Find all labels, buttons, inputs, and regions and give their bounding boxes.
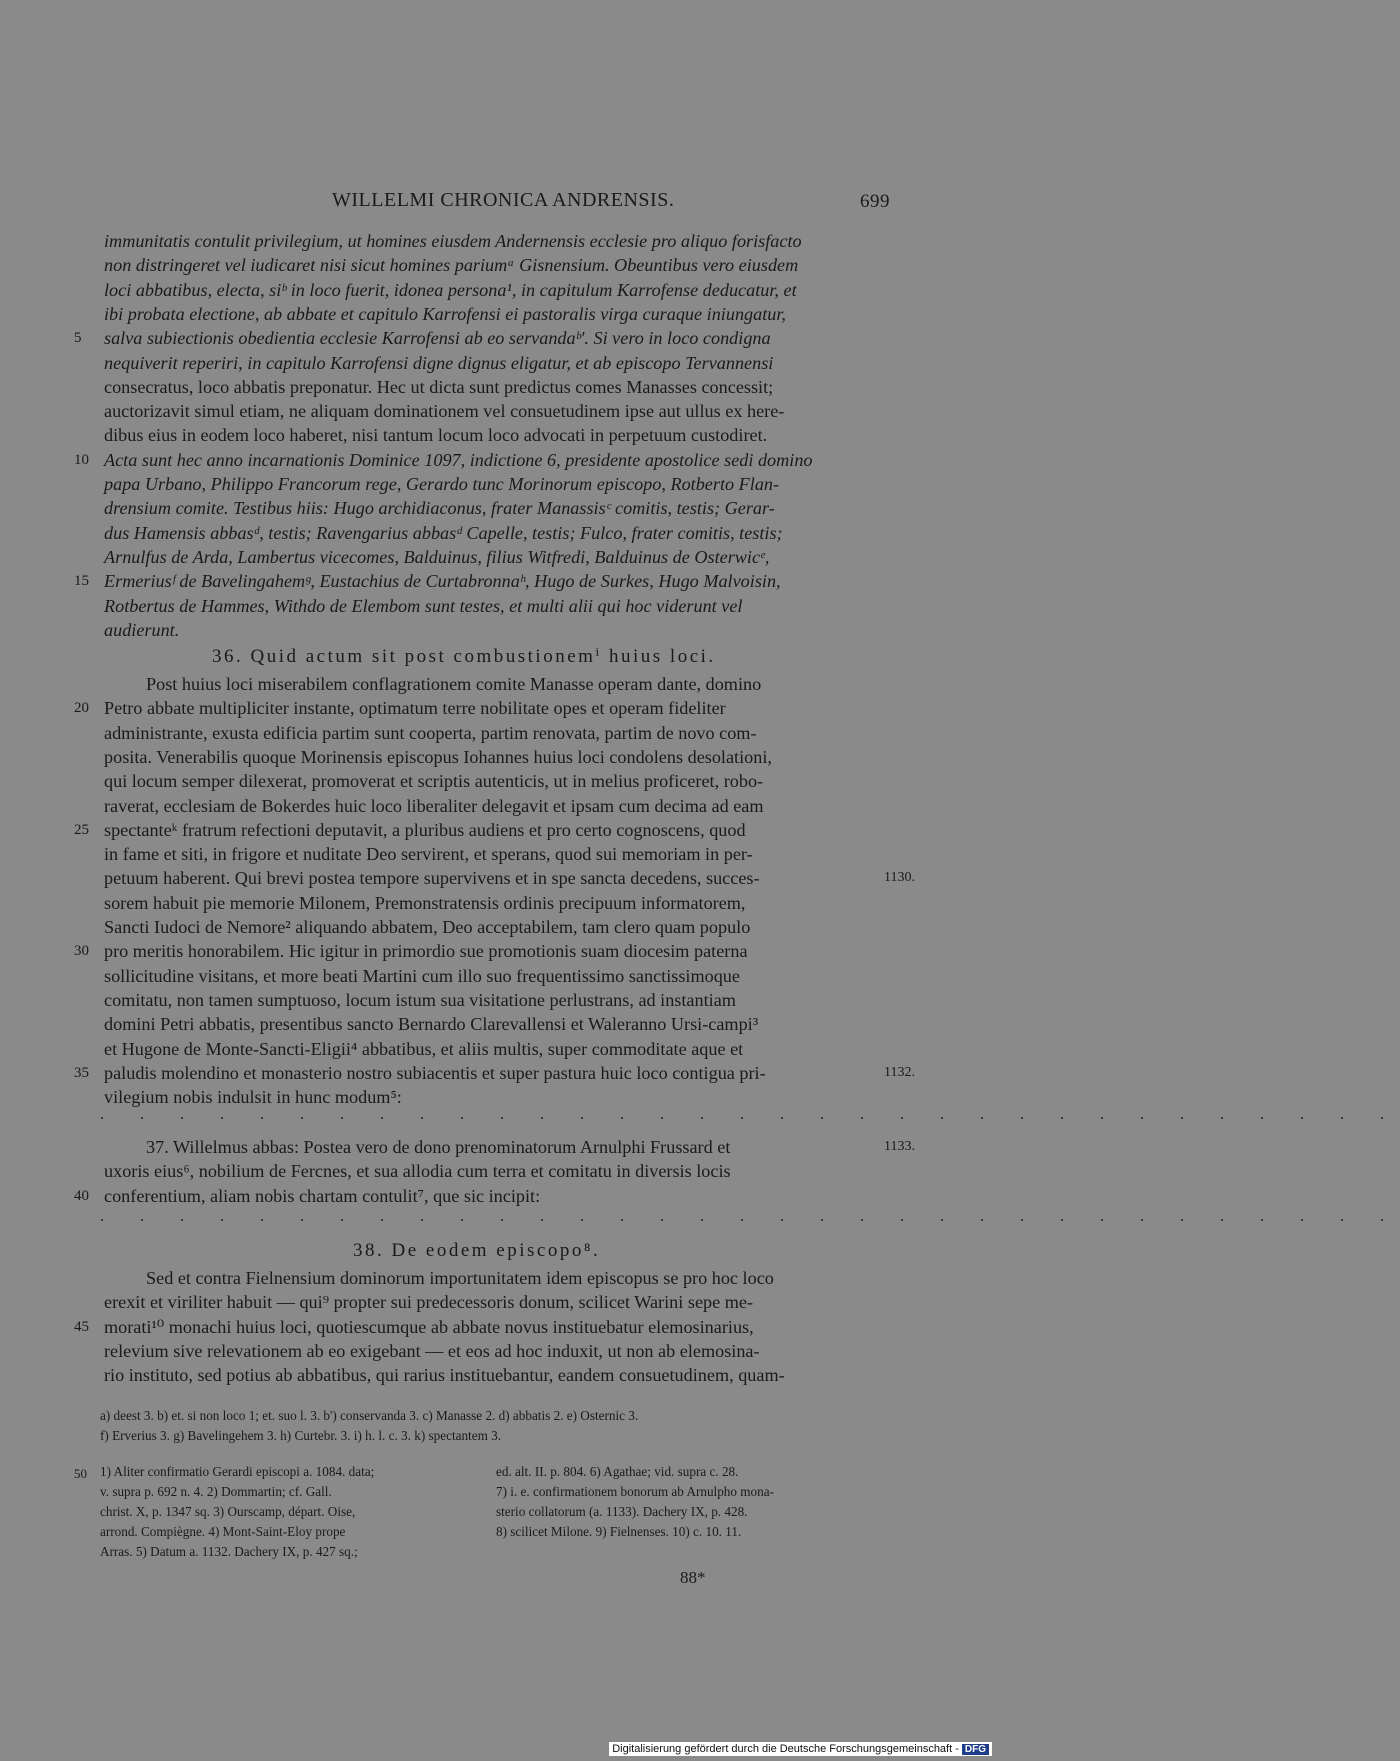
text-line: spectanteᵏ fratrum refectioni deputavit, a pluribus audiens et pro certo cognoscens, quod (104, 819, 746, 840)
text-line: Ermeriusᶠ de Bavelingahemᵍ, Eustachius de Curtabronnaʰ, Hugo de Surkes, Hugo Malvoisin, (104, 571, 781, 592)
text-line: salva subiectionis obedientia ecclesie Karrofensi ab eo servandaᵇ'. Si vero in loco condigna (104, 328, 771, 349)
text-line: ibi probata electione, ab abbate et capitulo Karrofensi ei pastoralis virga curaque iniungatur, (104, 303, 786, 324)
line-number: 35 (74, 1064, 89, 1081)
margin-year: 1132. (884, 1064, 915, 1080)
section-number: 38. (353, 1240, 385, 1261)
text-line: posita. Venerabilis quoque Morinensis episcopus Iohannes huius loci condolens desolationi, (104, 746, 772, 767)
footnote-left: 1) Aliter confirmatio Gerardi episcopi a. 1084. data; (100, 1464, 375, 1479)
text-line: et Hugone de Monte-Sancti-Eligii⁴ abbatibus, et aliis multis, super commoditate aque et (104, 1038, 744, 1059)
footnote-right: 7) i. e. confirmationem bonorum ab Arnulpho mona- (496, 1484, 774, 1499)
text-line: raverat, ecclesiam de Bokerdes huic loco liberaliter delegavit et ipsam cum decima ad eam (104, 795, 764, 816)
text-line: morati¹⁰ monachi huius loci, quotiescumque ab abbate novus instituebatur elemosinarius, (104, 1316, 754, 1337)
text-line: papa Urbano, Philippo Francorum rege, Gerardo tunc Morinorum episcopo, Rotberto Flan- (104, 474, 780, 494)
text-line: nequiverit reperiri, in capitulo Karrofensi digne dignus eligatur, et ab episcopo Tervannensi (104, 352, 774, 373)
footnote-left: arrond. Compiègne. 4) Mont-Saint-Eloy prope (100, 1524, 346, 1539)
text-line: petuum haberent. Qui brevi postea tempore supervivens et in spe sancta decedens, succes- (104, 868, 760, 889)
digitization-credit (609, 1742, 992, 1756)
line-number: 5 (74, 330, 82, 347)
margin-year: 1133. (884, 1139, 915, 1154)
text-line: uxoris eius⁶, nobilium de Fercnes, et sua allodia cum terra et comitatu in diversis locis (104, 1161, 731, 1182)
line-number: 40 (74, 1187, 89, 1204)
text-line: Petro abbate multipliciter instante, optimatum terre nobilitate opes et operam fideliter (104, 698, 726, 719)
line-number: 20 (74, 700, 89, 717)
text-line: erexit et viriliter habuit — qui⁹ propter sui predecessoris donum, scilicet Warini sepe me- (104, 1292, 754, 1313)
margin-year: 1130. (884, 870, 915, 886)
text-line: paludis molendino et monasterio nostro subiacentis et super pastura huic loco contigua pri- (104, 1062, 766, 1083)
text-line: sollicitudine visitans, et more beati Martini cum illo suo frequentissimo sanctissimoque (104, 965, 740, 986)
text-line: Rotbertus de Hammes, Withdo de Elembom sunt testes, et multi alii qui hoc viderunt vel (104, 595, 743, 616)
text-line: dibus eius in eodem loco haberet, nisi tantum locum loco advocati in perpetuum custodiret. (104, 425, 768, 446)
text-line: comitatu, non tamen sumptuoso, locum istum sua visitatione perlustrans, ad instantiam (104, 989, 736, 1010)
omission-dots: . . . . . . . . . . . . . . . . . . . . . . . . . . . . . . . . . (100, 1208, 1400, 1225)
text-line: loci abbatibus, electa, siᵇ in loco fuerit, idonea persona¹, in capitulum Karrofense deducatur, et (104, 279, 797, 300)
text-line: consecratus, loco abbatis preponatur. Hec ut dicta sunt predictus comes Manasses concessit; (104, 376, 774, 397)
section-number: 36. (212, 646, 244, 667)
running-header (100, 189, 890, 215)
text-line: Acta sunt hec anno incarnationis Dominice 1097, indictione 6, presidente apostolice sedi domino (104, 449, 813, 470)
footnote-left: v. supra p. 692 n. 4. 2) Dommartin; cf. Gall. (100, 1484, 332, 1499)
variant-note: a) deest 3. b) et. si non loco 1; et. suo l. 3. b') conservanda 3. c) Manasse 2. d) abbatis 2. e) Osternic 3. (100, 1408, 639, 1423)
text-line: in fame et siti, in frigore et nuditate Deo servirent, et sperans, quod sui memoriam in per- (104, 844, 753, 865)
footnote-right: sterio collatorum (a. 1133). Dachery IX, p. 428. (496, 1504, 748, 1519)
text-line: 37. Willelmus abbas: Postea vero de dono prenominatorum Arnulphi Frussard et (146, 1137, 731, 1157)
line-number: 10 (74, 451, 89, 468)
variant-note: f) Erverius 3. g) Bavelingehem 3. h) Curtebr. 3. i) h. l. c. 3. k) spectantem 3. (100, 1428, 502, 1443)
text-line: non distringeret vel iudicaret nisi sicut homines pariumᵃ Gisnensium. Obeuntibus vero eiusdem (104, 255, 799, 276)
text-line: auctorizavit simul etiam, ne aliquam dominationem vel consuetudinem ipse aut ullus ex here- (104, 401, 785, 422)
text-line: dus Hamensis abbasᵈ, testis; Ravengarius abbasᵈ Capelle, testis; Fulco, frater comitis, testis; (104, 522, 783, 543)
text-line: vilegium nobis indulsit in hunc modum⁵: (104, 1087, 402, 1108)
section-title: Quid actum sit post combustionemⁱ huius loci. (250, 646, 716, 667)
omission-dots: . . . . . . . . . . . . . . . . . . . . . . . . . . . . . . . . . (100, 1106, 1400, 1123)
text-line: relevium sive relevationem ab eo exigebant — et eos ad hoc induxit, ut non ab elemosina- (104, 1340, 760, 1361)
text-line: rio instituto, sed potius ab abbatibus, qui rarius instituebantur, eandem consuetudinem, quam- (104, 1365, 785, 1386)
dfg-logo: DFG (962, 1744, 989, 1755)
text-line: pro meritis honorabilem. Hic igitur in primordio sue promotionis suam diocesim paterna (104, 941, 748, 962)
text-line: domini Petri abbatis, presentibus sancto Bernardo Clarevallensi et Waleranno Ursi-campi³ (104, 1014, 759, 1035)
header-title: WILLELMI CHRONICA ANDRENSIS. (332, 189, 675, 211)
line-number: 30 (74, 943, 89, 960)
section-title: De eodem episcopo⁸. (391, 1240, 601, 1261)
text-line: drensium comite. Testibus hiis: Hugo archidiaconus, frater Manassisᶜ comitis, testis; Gerar- (104, 498, 775, 519)
line-number: 15 (74, 573, 89, 590)
text-line: Sed et contra Fielnensium dominorum importunitatem idem episcopus se pro hoc loco (146, 1268, 774, 1288)
section-36-heading (212, 645, 716, 669)
footnote-left: christ. X, p. 1347 sq. 3) Ourscamp, départ. Oise, (100, 1504, 356, 1519)
text-line: conferentium, aliam nobis chartam contulit⁷, que sic incipit: (104, 1185, 541, 1206)
line-number: 50 (74, 1466, 87, 1481)
text-line: Sancti Iudoci de Nemore² aliquando abbatem, Deo acceptabilem, tam clero quam populo (104, 917, 751, 937)
text-line: immunitatis contulit privilegium, ut homines eiusdem Andernensis ecclesie pro aliquo forisfacto (104, 231, 802, 251)
credit-text: Digitalisierung gefördert durch die Deutsche Forschungsgemeinschaft - (612, 1743, 959, 1755)
footnote-left: Arras. 5) Datum a. 1132. Dachery IX, p. 427 sq.; (100, 1544, 358, 1559)
text-line: Arnulfus de Arda, Lambertus vicecomes, Balduinus, filius Witfredi, Balduinus de Osterwicᵉ, (104, 546, 770, 567)
text-line: sorem habuit pie memorie Milonem, Premonstratensis ordinis precipuum informatorem, (104, 892, 746, 913)
signature-mark: 88* (680, 1568, 706, 1587)
text-line: audierunt. (104, 619, 180, 640)
page-number: 699 (860, 191, 890, 212)
line-number: 45 (74, 1318, 89, 1335)
footnote-right: ed. alt. II. p. 804. 6) Agathae; vid. supra c. 28. (496, 1464, 739, 1479)
text-line: administrante, exusta edificia partim sunt cooperta, partim renovata, partim de novo com- (104, 722, 757, 743)
line-number: 25 (74, 821, 89, 838)
text-line: Post huius loci miserabilem conflagrationem comite Manasse operam dante, domino (146, 674, 762, 694)
footnote-right: 8) scilicet Milone. 9) Fielnenses. 10) c. 10. 11. (496, 1524, 742, 1539)
text-line: qui locum semper dilexerat, promoverat et scriptis autenticis, ut in melius proficeret, robo- (104, 771, 764, 792)
section-38-heading (353, 1239, 600, 1263)
